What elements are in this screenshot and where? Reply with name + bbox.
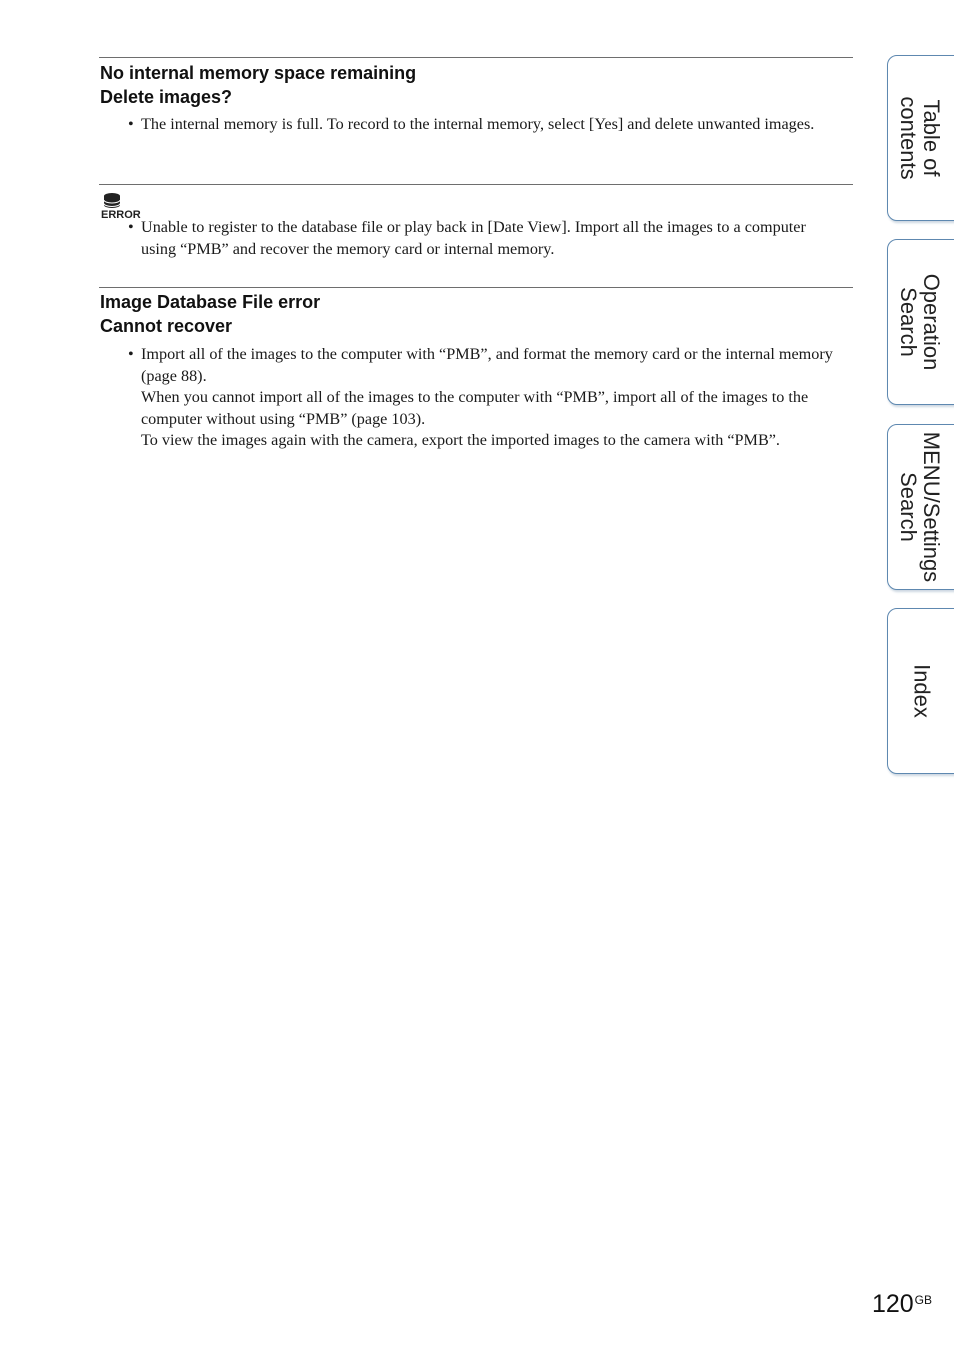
heading-line: Image Database File error [100, 292, 321, 312]
tab-label: Operation Search [896, 273, 944, 371]
page-number-value: 120 [871, 1290, 914, 1318]
tab-label: Index [909, 664, 935, 718]
page-number [872, 1290, 932, 1319]
section-body [128, 114, 844, 136]
tab-table-of-contents[interactable] [887, 55, 954, 221]
paragraph: Unable to register to the database file or play back in [Date View]. Import all the images to a computer using “PMB” and recover the memory card or internal memory. [141, 218, 806, 258]
section-heading [100, 61, 840, 109]
bullet: • [128, 345, 134, 363]
heading-line: Cannot recover [100, 316, 233, 336]
tab-menu-settings-search[interactable] [887, 424, 954, 590]
bullet: • [128, 115, 134, 133]
heading-line: No internal memory space remaining [100, 63, 417, 83]
error-label: ERROR [101, 209, 141, 220]
tab-operation-search[interactable] [887, 239, 954, 405]
bullet: • [128, 218, 134, 236]
tab-index[interactable] [887, 608, 954, 774]
paragraph: When you cannot import all of the images to the computer with “PMB”, import all of the images to the computer without using “PMB” (page 103). [141, 388, 809, 428]
tab-label: Table of contents [896, 96, 944, 180]
section-divider [99, 57, 853, 58]
section-divider [99, 287, 853, 288]
section-body [128, 344, 844, 452]
paragraph: To view the images again with the camera, export the imported images to the camera with “PMB”. [141, 431, 780, 449]
section-divider [99, 184, 853, 185]
paragraph: The internal memory is full. To record to the internal memory, select [Yes] and delete unwanted images. [141, 115, 815, 133]
database-error-icon [101, 192, 145, 220]
heading-line: Delete images? [100, 87, 233, 107]
tab-label: MENU/Settings Search [896, 431, 944, 583]
section-body [128, 217, 844, 260]
section-heading [100, 290, 840, 338]
page-number-suffix: GB [914, 1293, 932, 1307]
paragraph: Import all of the images to the computer with “PMB”, and format the memory card or the internal memory (page 88). [141, 345, 833, 385]
